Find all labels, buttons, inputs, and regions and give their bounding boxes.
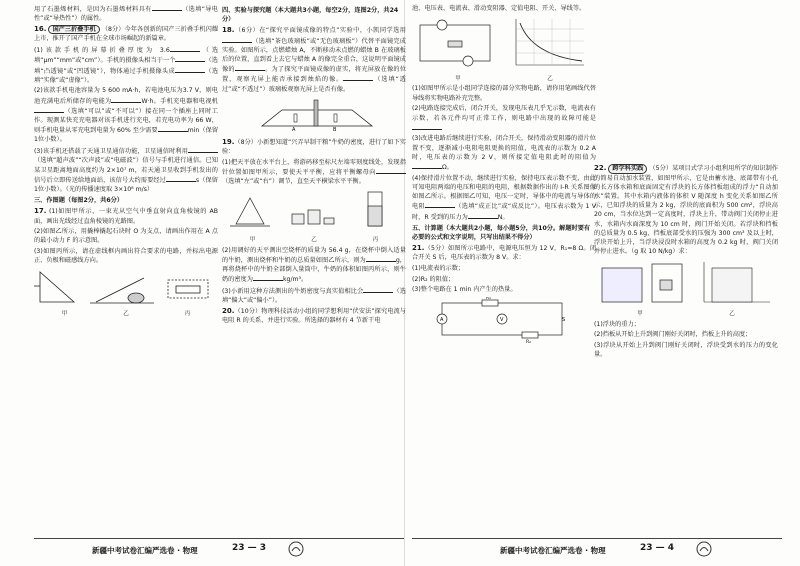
fig20-label-jia: 甲 bbox=[455, 76, 461, 83]
q22-figures bbox=[594, 258, 778, 308]
q21-part1: (1)电流表的示数； bbox=[412, 265, 465, 273]
q21-part2: (2)R₂ 的阻值； bbox=[412, 275, 455, 283]
weights-figure bbox=[292, 210, 334, 224]
fig18-label-b: B bbox=[333, 126, 337, 133]
footer-right-title: 新疆中考试卷汇编严选卷 · 物理 bbox=[500, 546, 606, 555]
q19-figures bbox=[222, 188, 406, 234]
q22-stem: 22. 跨学科实践 （5分）某项目式学习小组利用所学的知识制作的简易自动加水装置，如图甲所示，它是由蓄水池、底部带有小孔的长方体水箱和底面固定有浮块的长方体挡板组成的浮力“自动加水”装置。其中水箱内液体的体积 V 随深度 h 变化关系如图乙所示，已知浮块的质量为 2 kg，浮块的底面积为 500 cm²，浮块高 20 cm，当水位达到一定高度时，浮块上升，带动阀门关闭停止进水，水箱内水面深度为 10 cm 时，阀门开始关闭。若浮块和挡板的总质量为 0.5 kg，挡板底部受水的压强为 300 cm³ 及以上时，浮块开始上升，当浮块浸没时水箱的高度为 0.2 kg 时，阀门关闭并停止进水。（g 取 10 N/kg）求： bbox=[594, 164, 778, 256]
column-3 bbox=[412, 4, 596, 345]
fig17-label-bing: 丙 bbox=[184, 310, 191, 317]
q16-part3: (3)该手机还搭载了天通卫星通信功能，卫星通信时利用（选填“超声波”“次声波”或“电磁波”）信号与手机进行通信。已知某卫星距离地面高度约为 2×10⁷ m，若天通卫星收到手机发出的信号后立即传送给地面站，该信号大约需要经过 s（保留1位小数）。（光的传播速度取 3×10⁸ m/s） bbox=[34, 148, 218, 193]
q19-figure-captions bbox=[222, 236, 406, 245]
footer-rule-left bbox=[34, 538, 404, 539]
publisher-logo-icon bbox=[696, 541, 712, 557]
fig19-label-yi: 乙 bbox=[311, 237, 317, 244]
v-h-graph bbox=[704, 262, 770, 302]
q17-figure-captions bbox=[34, 310, 218, 319]
fig21-ammeter-label: A bbox=[440, 316, 444, 323]
footer-rule-right bbox=[412, 538, 782, 539]
water-tank-figure bbox=[602, 264, 682, 302]
q20-part3: (3)改进电路后继续进行实验，闭合开关，保持滑动变阻器的滑片位置不变，逐渐减小电阻电阻更换的阻值，电流表的示数为 0.2 A 时，电压表的示数为 2 V，则所接定值电阻此时的阻值为Ω。 bbox=[412, 135, 596, 172]
fig17-label-yi: 乙 bbox=[123, 310, 129, 317]
q15-tail: 用了石墨烯材料，是因为石墨烯材料具有 （选填“导电性”或“导热性”）的属性。 bbox=[34, 6, 218, 23]
fig22-label-yi: 乙 bbox=[729, 311, 735, 318]
q22-part3: (3)浮块从开始上升到阀门刚好关闭时，浮块受到水的压力的变化量。 bbox=[594, 341, 778, 359]
section-5-title: 五、计算题（本大题共2小题，每小题5分，共10分。解题时要有必要的公式和文字说明，只写出结果不得分） bbox=[412, 224, 591, 241]
q19-part1: (1)把天平放在水平台上，将游码移至标尺左端零刻度线处，发现指针位置如图甲所示，要使天平平衡，应将平衡螺母向（选填“左”或“右”）调节，直至天平横梁水平平衡。 bbox=[222, 158, 406, 186]
solenoid-figure bbox=[168, 280, 208, 298]
q19-stem: 19.（8分）小新想知道“兴弄早制干粮”牛奶的密度，进行了如下实验： bbox=[222, 137, 406, 156]
publisher-logo-icon bbox=[288, 541, 304, 557]
i-r-graph bbox=[516, 19, 584, 65]
fig22-label-jia: 甲 bbox=[637, 311, 643, 318]
q16-number: 16. bbox=[34, 24, 47, 33]
fig21-switch-label: S bbox=[562, 316, 566, 323]
footer-left-page: 23 — 3 bbox=[232, 543, 267, 553]
fig20-label-yi: 乙 bbox=[547, 76, 553, 83]
fig21-r2-label: R₂ bbox=[526, 339, 531, 343]
section-4-title: 四、实验与探究题（本大题共3小题，每空2分，连图2分，共24分） bbox=[222, 7, 399, 24]
q19-part2: (2)用调好的天平测出空烧杯的质量为 56.4 g，在烧杯中倒入适量的牛奶，测出烧杯和牛奶的总质量如图乙所示，则为 g，再将烧杯中的牛奶全部倒入量筒中，牛奶的体积如图丙所示，则牛奶的密度为 kg/m³。 bbox=[222, 246, 406, 284]
q17-part2: (2)如图乙所示，用撬棒撬起石块时 O 为支点，请画出作用在 A 点的最小动力 F 的示意图。 bbox=[34, 228, 218, 245]
q20-continued: 池、电压表、电流表、滑动变阻器、定值电阻、开关、导线等。 bbox=[412, 5, 586, 12]
column-2 bbox=[222, 4, 406, 327]
q16-part2: (2)该款手机电池容量为 5 600 mA·h，若电池电压为3.7 V，则电池充满电后所储存的电能为 W·h。手机充电器和电视机（选填“可以”或“不可以”）接在同一个插座上同时工作。现测某快充充电器对该手机进行充电，若充电功率为 66 W，则手机电量从零充电到电量为 60% 至少需要 min（保留1位小数）。 bbox=[34, 87, 219, 144]
column-1 bbox=[34, 4, 218, 319]
q22-tag: 跨学科实践 bbox=[608, 164, 647, 174]
fig19-label-jia: 甲 bbox=[249, 237, 256, 244]
fig21-voltmeter-label: V bbox=[500, 316, 504, 323]
footer-left-title: 新疆中考试卷汇编严选卷 · 物理 bbox=[92, 546, 198, 555]
q22-part2: (2)挡板从开始上升到阀门刚好关闭时，挡板上升的高度； bbox=[594, 331, 752, 339]
lever-figure bbox=[90, 278, 154, 303]
q21-stem: 21.（5分）如图所示电路中，电源电压恒为 12 V，R₁=8 Ω。闭合开关 S 后，电压表的示数为 8 V。求： bbox=[412, 244, 596, 262]
q17-part1: 17. (1)如图甲所示，一束光从空气中垂直射向直角棱镜的 AB 面，画出光线经过直角棱镜的光路图。 bbox=[34, 207, 218, 225]
circuit-figure bbox=[420, 20, 490, 66]
q19-part3: (3)小新用这种方法测出的牛奶密度与真实值相比会 （选填“偏大”或“偏小”）。 bbox=[222, 287, 407, 305]
footer-right-page: 23 — 4 bbox=[640, 543, 675, 553]
q22-figure-captions bbox=[594, 310, 778, 319]
prism-figure bbox=[34, 272, 74, 302]
q18-text: 18.（6分）在“探究平面镜成像的特点”实验中，小凯同学选用（选填“茶色玻璃板”或“无色玻璃板”）代替平面镜完成实验。如图所示，点燃蜡烛 A，不断移动未点燃的蜡烛 B 在玻璃板后的位置，直到看上去它与蜡烛 A 的像完全重合，这说明平面镜成像的 。为了探究平面镜成像的虚实，将光屏放在像的位置，观察光屏上能否承接到烛焰的像。 （选填“透过”或“不透过”）玻璃板观察光屏上是否有像。 bbox=[222, 26, 407, 93]
q20-stem: 20.（10分）物理科技活动小组的同学想利用“伏安法”探究电流与电阻 R 的关系，并进行实验。所选择的器材有 4 节新干电 bbox=[222, 306, 406, 324]
fig21-r1-label: R₁ bbox=[486, 296, 491, 301]
q20-figure-captions bbox=[412, 75, 596, 84]
q18-mirror-figure bbox=[222, 96, 406, 136]
q21-circuit-figure bbox=[412, 297, 596, 343]
q17-figures bbox=[34, 268, 218, 308]
balance-scale-figure bbox=[230, 198, 270, 226]
q16-part1: (1)该款手机的屏幕折叠厚度为 3.6 （选填“μm”“mm”或“cm”）。手机的摄像头相当于一个 （选填“凸透镜”或“凹透镜”），物体通过手机摄像头成 （选填“实像”或“虚像”）。 bbox=[34, 47, 219, 84]
q16-stem: 16. 国产三折叠手机 （8分）今年各创新的国产三折叠手机闪耀上市，推开了国产手机在全球市场崛起的新篇章。 bbox=[34, 24, 219, 43]
q20-part2: (2)电路连接完成后，闭合开关，发现电压表几乎无示数，电流表有示数，若各元件均可正常工作，则电路中出现的故障可能是 bbox=[412, 104, 596, 133]
q20-part4: (4)保持滑片位置不动，继续进行实验，保持电压表示数不变，由此可知电阻两端的电压和电阻的电阻，根据数据作出的 I-R 关系图像如图乙所示。根据图乙可知，电压一定时，导体中的电流与导体的电阻 （选填“成正比”或“成反比”）。电压表示数为 1 V 时，R 受到的压力为 N。 bbox=[412, 174, 596, 221]
q20-figures bbox=[412, 15, 596, 73]
q21-part3: (3)整个电路在 1 min 内产生的热量。 bbox=[412, 286, 517, 294]
q16-tag: 国产三折叠手机 bbox=[48, 25, 99, 35]
cylinder-figure bbox=[368, 192, 382, 226]
section-3-title: 三、作图题（每图2分，共6分） bbox=[34, 197, 124, 205]
q17-part3: (3)如图丙所示，请在虚线框内画出符合要求的电路，并标出电源正、负极和磁感线方向。 bbox=[34, 248, 218, 265]
fig19-label-bing: 丙 bbox=[372, 237, 379, 244]
column-4 bbox=[594, 164, 778, 361]
q20-part1: (1)如图甲所示是小组同学连接的部分实物电路，请你用笔画线代替导线将实物电路补充完整。 bbox=[412, 85, 596, 102]
q22-part1: (1)浮块的重力； bbox=[594, 320, 640, 328]
fig17-label-jia: 甲 bbox=[61, 310, 68, 317]
fig18-label-a: A bbox=[292, 126, 296, 133]
